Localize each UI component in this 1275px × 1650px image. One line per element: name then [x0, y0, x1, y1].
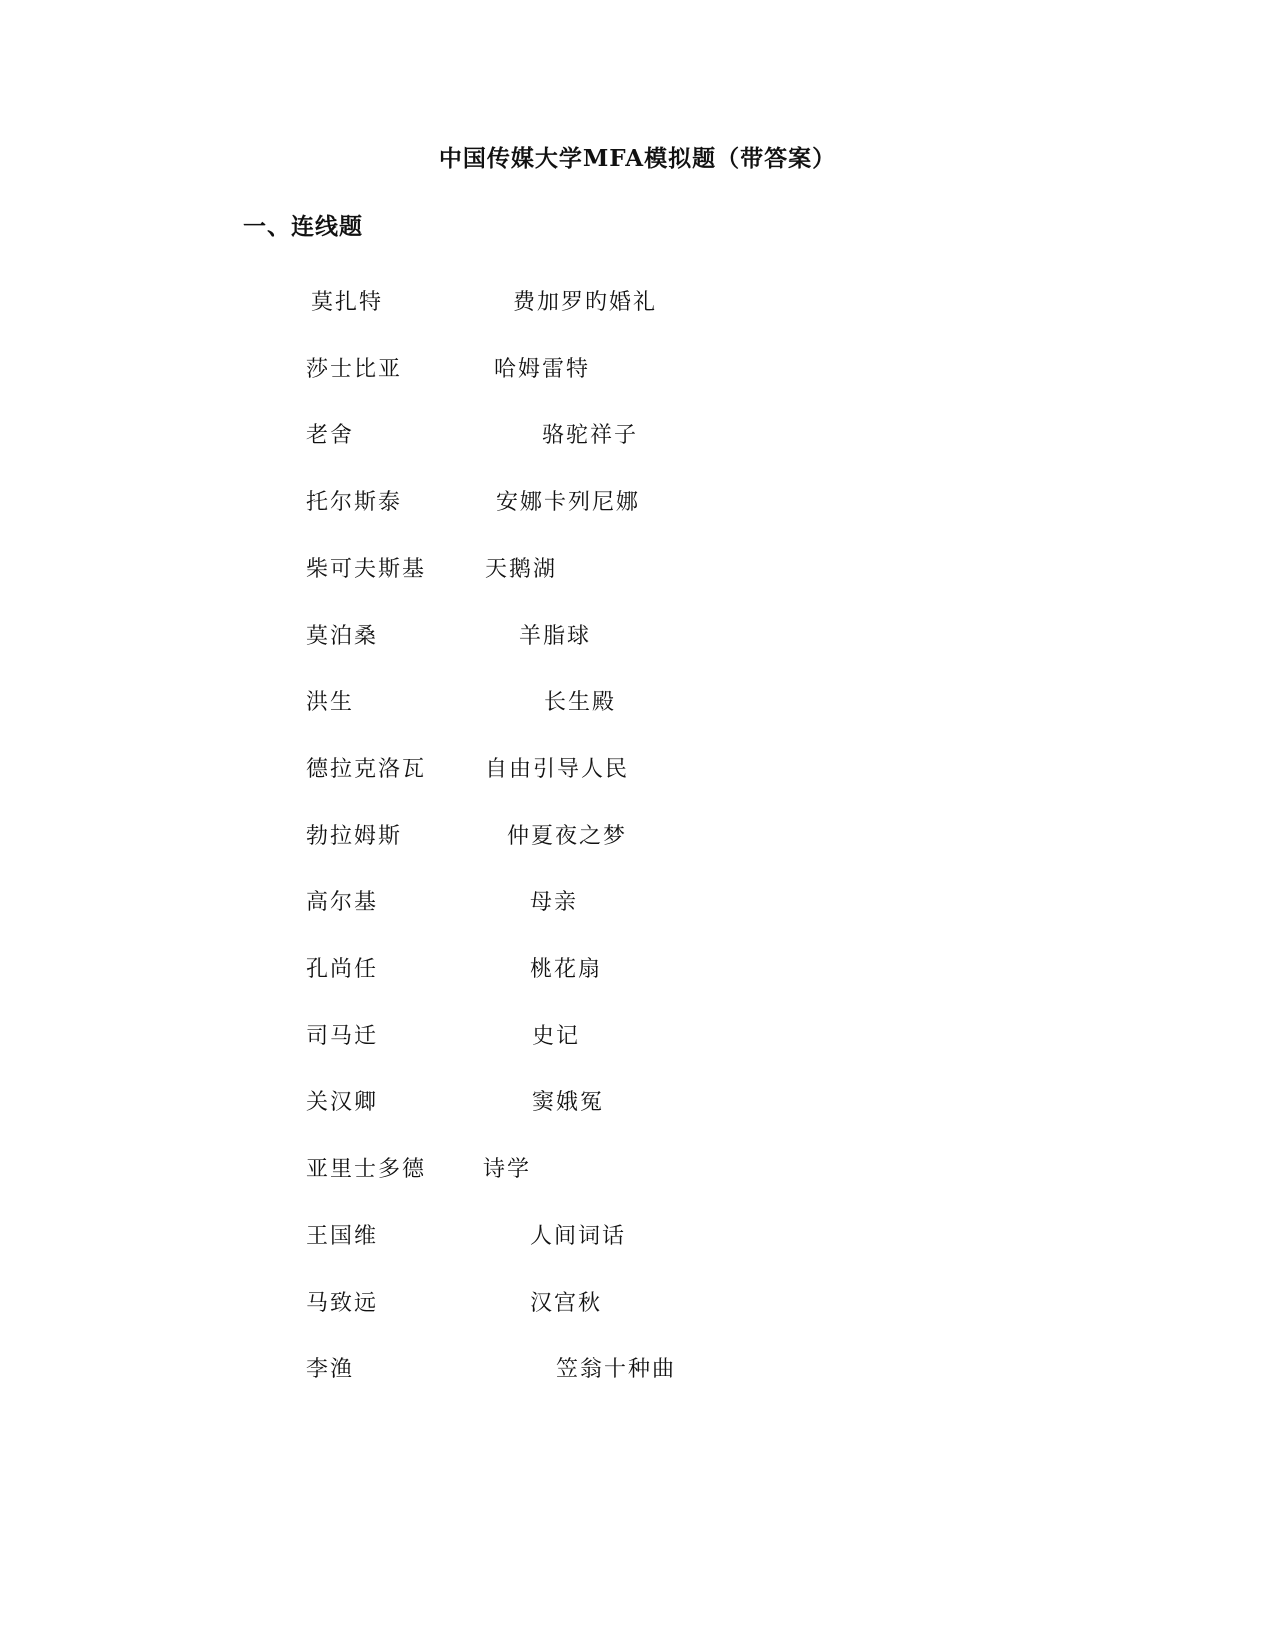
pair-work: 窦娥冤: [532, 1090, 605, 1116]
pair-work: 自由引导人民: [485, 756, 630, 782]
pair-author: 德拉克洛瓦: [306, 756, 427, 782]
matching-pair: [0, 688, 1275, 720]
matching-pair: [0, 1222, 1275, 1254]
pair-work: 诗学: [483, 1157, 532, 1183]
pair-work: 汉宫秋: [530, 1290, 603, 1316]
pair-author: 亚里士多德: [306, 1157, 427, 1183]
pair-author: 马致远: [306, 1290, 379, 1316]
pair-work: 史记: [532, 1023, 581, 1049]
document-title: 中国传媒大学MFA模拟题（带答案）: [438, 145, 837, 172]
pair-work: 哈姆雷特: [494, 356, 591, 382]
matching-pair: [0, 555, 1275, 587]
section-heading: 一、连线题: [243, 213, 363, 240]
pair-work: 桃花扇: [530, 957, 603, 982]
matching-pair: [0, 1088, 1275, 1120]
pair-work: 仲夏夜之梦: [507, 823, 628, 849]
pair-author: 柴可夫斯基: [306, 556, 427, 582]
matching-pair: [0, 488, 1275, 520]
pair-work: 长生殿: [544, 690, 617, 716]
pair-author: 莎士比亚: [306, 356, 403, 382]
pair-author: 高尔基: [306, 890, 379, 916]
matching-pair: [0, 1355, 1275, 1387]
matching-pair: [0, 755, 1275, 787]
pair-author: 孔尚任: [306, 957, 379, 982]
matching-pair: [0, 355, 1275, 387]
matching-pair: [0, 1289, 1275, 1321]
pair-work: 天鹅湖: [485, 556, 558, 582]
matching-pair: [0, 1022, 1275, 1054]
pair-work: 母亲: [530, 890, 579, 916]
pair-author: 勃拉姆斯: [306, 823, 403, 849]
pair-author: 莫泊桑: [306, 623, 379, 649]
matching-pair: [0, 1155, 1275, 1187]
pair-author: 老舍: [306, 423, 355, 449]
pair-author: 司马迁: [306, 1023, 379, 1049]
matching-pair: [0, 955, 1275, 987]
matching-pair: [0, 288, 1275, 320]
matching-pair: [0, 822, 1275, 854]
matching-pair: [0, 888, 1275, 920]
matching-pair: [0, 421, 1275, 453]
pair-author: 莫扎特: [311, 290, 384, 315]
pair-author: 托尔斯泰: [306, 490, 403, 516]
pair-work: 费加罗旳婚礼: [513, 290, 658, 315]
matching-pair: [0, 622, 1275, 654]
pair-work: 笠翁十种曲: [556, 1357, 677, 1383]
pair-author: 王国维: [306, 1223, 379, 1249]
pair-work: 安娜卡列尼娜: [496, 490, 641, 516]
pair-work: 人间词话: [530, 1223, 627, 1249]
pair-author: 洪生: [306, 690, 355, 716]
pair-author: 李渔: [306, 1357, 355, 1383]
pair-work: 羊脂球: [519, 623, 592, 649]
pair-author: 关汉卿: [306, 1090, 379, 1116]
pair-work: 骆驼祥子: [542, 423, 639, 449]
